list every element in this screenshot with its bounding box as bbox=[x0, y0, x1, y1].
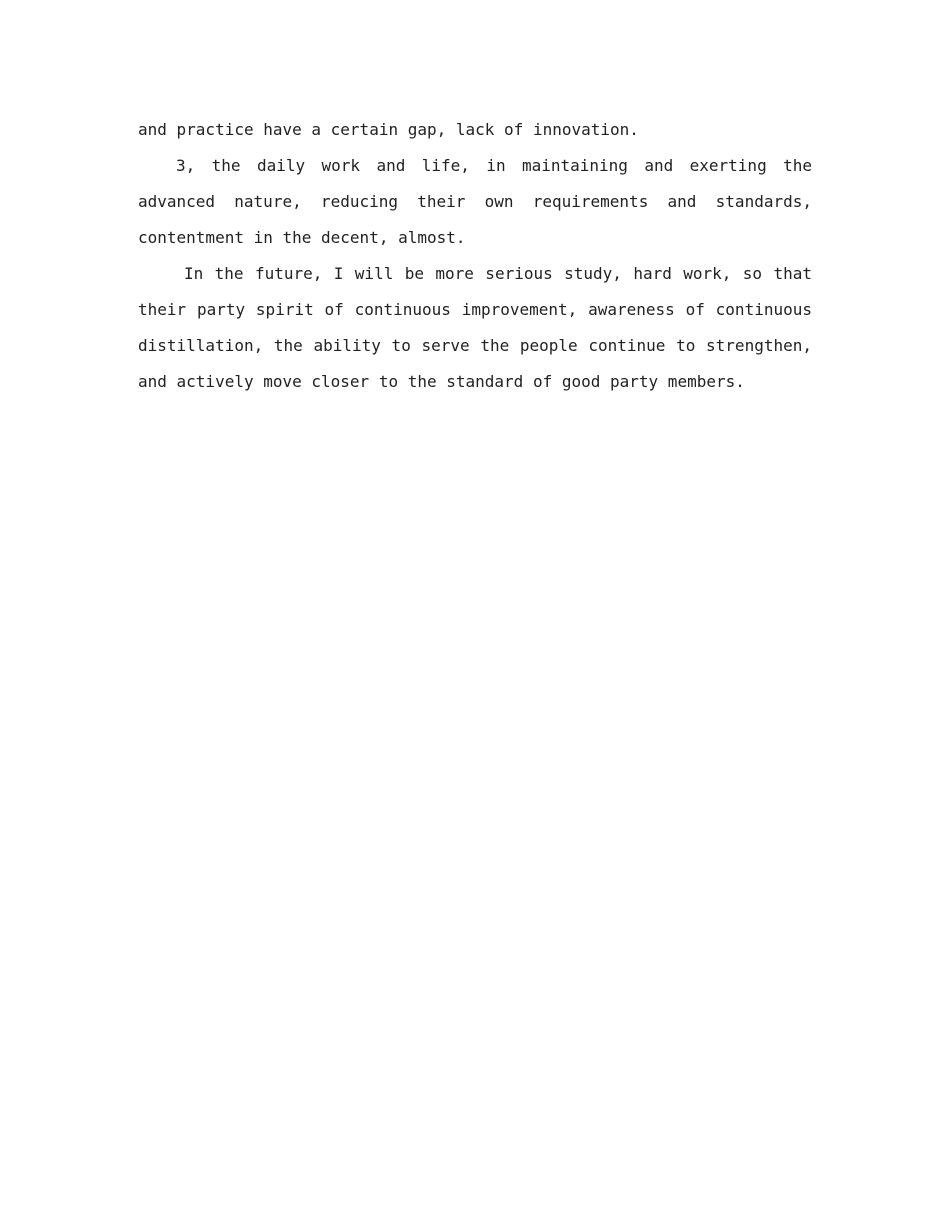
paragraph-continued: and practice have a certain gap, lack of innovation. bbox=[138, 120, 639, 139]
paragraph-future-plans: In the future, I will be more serious study, hard work, so that their party spirit of continuous improvement, awareness of continuous distillation, the ability to serve the people continue to strengthen, and actively move closer to the standard of good party members. bbox=[138, 264, 812, 391]
paragraph-point-3: 3, the daily work and life, in maintaining and exerting the advanced nature, reducing their own requirements and standards, contentment in the decent, almost. bbox=[138, 156, 812, 247]
document-body bbox=[138, 112, 812, 400]
